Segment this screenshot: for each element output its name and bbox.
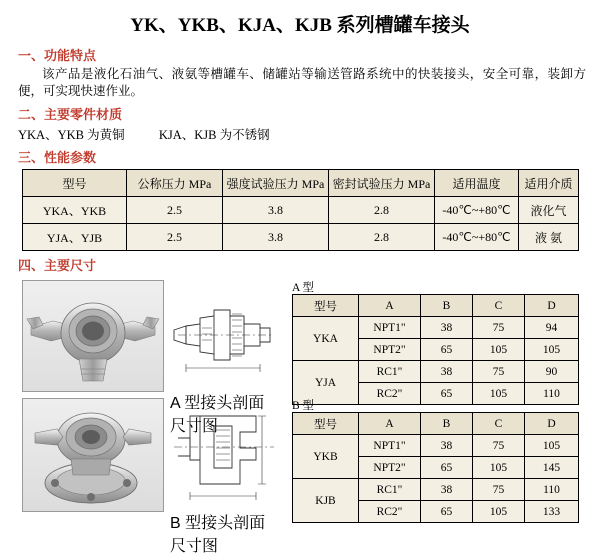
- cell: 110: [525, 383, 579, 405]
- table-row: [23, 197, 579, 224]
- section-heading-features: 一、功能特点: [18, 48, 97, 63]
- col-header: B: [421, 295, 473, 317]
- cell: YKA、YKB: [23, 197, 127, 224]
- cell: 105: [473, 501, 525, 523]
- type-b-label: B 型: [292, 400, 315, 412]
- col-header: 型号: [293, 413, 359, 435]
- section-heading-dimensions: 四、主要尺寸: [18, 258, 97, 273]
- photo-type-b: [22, 398, 164, 512]
- performance-table: [22, 169, 579, 251]
- cell: 2.8: [329, 197, 435, 224]
- cell-model: KJB: [293, 479, 359, 523]
- materials-left: YKA、YKB 为黄铜: [18, 128, 125, 142]
- table-header-row: [293, 295, 579, 317]
- col-header: D: [525, 295, 579, 317]
- cell: 液化气: [519, 197, 579, 224]
- cell: 75: [473, 361, 525, 383]
- cell: 110: [525, 479, 579, 501]
- features-paragraph-text: 该产品是液化石油气、液氨等槽罐车、储罐站等输送管路系统中的快装接头，安全可靠，装卸方便，可实现快速作业。: [18, 67, 586, 98]
- cell: 2.5: [127, 197, 223, 224]
- col-header: C: [473, 295, 525, 317]
- dimension-table-a: [292, 294, 579, 405]
- cell: -40℃~+80℃: [435, 197, 519, 224]
- cell: 90: [525, 361, 579, 383]
- cell: 2.5: [127, 224, 223, 251]
- cell: 3.8: [223, 224, 329, 251]
- cell: RC1": [359, 361, 421, 383]
- col-header: 型号: [23, 170, 127, 197]
- cell: 2.8: [329, 224, 435, 251]
- col-header: B: [421, 413, 473, 435]
- dimension-table-b: [292, 412, 579, 523]
- features-paragraph: [18, 66, 586, 100]
- cell: 105: [473, 457, 525, 479]
- cell: 65: [421, 339, 473, 361]
- col-header: 密封试验压力 MPa: [329, 170, 435, 197]
- cell: NPT1": [359, 317, 421, 339]
- cell: 液 氨: [519, 224, 579, 251]
- cell: NPT2": [359, 457, 421, 479]
- cell: 75: [473, 479, 525, 501]
- table-row: [293, 479, 579, 501]
- cell: RC2": [359, 383, 421, 405]
- cell: 145: [525, 457, 579, 479]
- cell: NPT2": [359, 339, 421, 361]
- cell: 105: [525, 339, 579, 361]
- col-header: A: [359, 413, 421, 435]
- cell: 94: [525, 317, 579, 339]
- col-header: 公称压力 MPa: [127, 170, 223, 197]
- cell: 75: [473, 435, 525, 457]
- cell: RC1": [359, 479, 421, 501]
- page-title: YK、YKB、KJA、KJB 系列槽罐车接头: [130, 15, 470, 36]
- cell: 105: [525, 435, 579, 457]
- drawing-type-b: [170, 398, 280, 555]
- cell: 65: [421, 383, 473, 405]
- col-header: C: [473, 413, 525, 435]
- table-header-row: [293, 413, 579, 435]
- col-header: 型号: [293, 295, 359, 317]
- drawing-type-b-caption: B 型接头剖面尺寸图: [170, 515, 266, 555]
- cell-model: YJA: [293, 361, 359, 405]
- col-header: A: [359, 295, 421, 317]
- cell: YJA、YJB: [23, 224, 127, 251]
- cell: 38: [421, 435, 473, 457]
- type-a-label: A 型: [292, 282, 315, 294]
- col-header: 适用介质: [519, 170, 579, 197]
- table-row: [293, 317, 579, 339]
- materials-line: [18, 125, 600, 143]
- table-header-row: [23, 170, 579, 197]
- cell-model: YKB: [293, 435, 359, 479]
- cell-model: YKA: [293, 317, 359, 361]
- section-heading-performance: 三、性能参数: [18, 150, 97, 165]
- cell: 38: [421, 317, 473, 339]
- photo-type-a: [22, 280, 164, 392]
- cell: 133: [525, 501, 579, 523]
- cell: 3.8: [223, 197, 329, 224]
- table-row: [293, 435, 579, 457]
- section-heading-materials: 二、主要零件材质: [18, 107, 123, 122]
- col-header: D: [525, 413, 579, 435]
- cell: 65: [421, 457, 473, 479]
- cell: 38: [421, 479, 473, 501]
- col-header: 强度试验压力 MPa: [223, 170, 329, 197]
- cell: -40℃~+80℃: [435, 224, 519, 251]
- drawing-type-a-caption: A 型接头剖面尺寸图: [170, 395, 265, 435]
- cell: 65: [421, 501, 473, 523]
- col-header: 适用温度: [435, 170, 519, 197]
- cell: NPT1": [359, 435, 421, 457]
- drawing-type-a: [170, 280, 280, 435]
- cell: RC2": [359, 501, 421, 523]
- table-row: [23, 224, 579, 251]
- cell: 105: [473, 339, 525, 361]
- cell: 75: [473, 317, 525, 339]
- table-row: [293, 361, 579, 383]
- cell: 38: [421, 361, 473, 383]
- materials-right: KJA、KJB 为不锈钢: [158, 128, 270, 142]
- cell: 105: [473, 383, 525, 405]
